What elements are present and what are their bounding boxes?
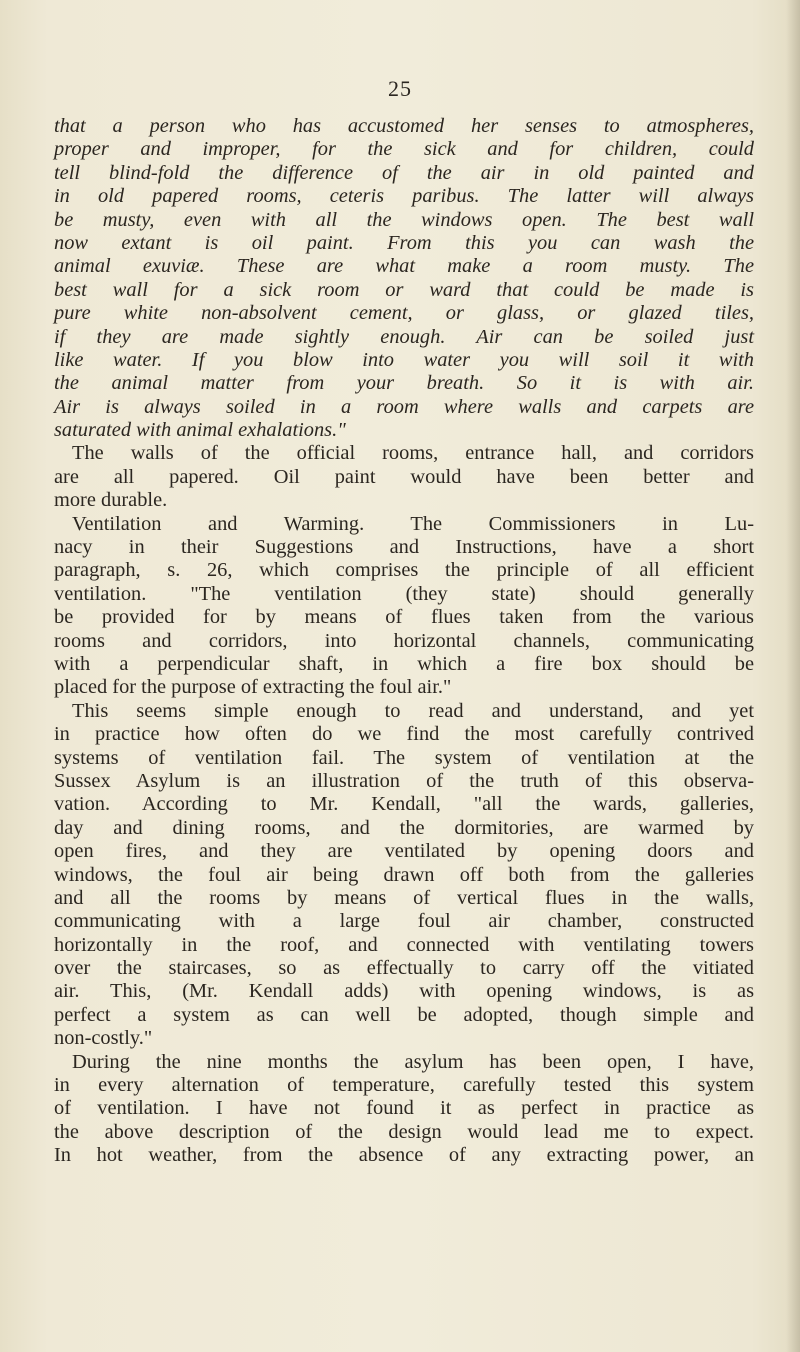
text-line: are all papered. Oil paint would have been better and bbox=[54, 465, 754, 488]
text-line: saturated with animal exhalations." bbox=[54, 419, 346, 442]
text-line: placed for the purpose of extracting the foul air." bbox=[54, 676, 452, 699]
text-line: best wall for a sick room or ward that could be made is bbox=[54, 278, 754, 301]
text-line: vation. According to Mr. Kendall, "all the wards, galleries, bbox=[54, 793, 754, 816]
text-line: horizontally in the roof, and connected with ventilating towers bbox=[54, 933, 754, 956]
text-line: over the staircases, so as effectually to carry off the vitiated bbox=[54, 957, 754, 980]
text-line: animal exuviæ. These are what make a room musty. The bbox=[54, 255, 754, 278]
text-line: the above description of the design would lead me to expect. bbox=[54, 1120, 754, 1143]
text-line: that a person who has accustomed her senses to atmospheres, bbox=[54, 115, 754, 137]
text-line: systems of ventilation fail. The system of ventilation at the bbox=[54, 746, 754, 769]
text-line: be provided for by means of flues taken from the various bbox=[54, 606, 754, 629]
text-line: open fires, and they are ventilated by opening doors and bbox=[54, 840, 754, 863]
text-line: non-costly." bbox=[54, 1027, 153, 1050]
text-line: like water. If you blow into water you will soil it with bbox=[54, 348, 754, 371]
text-line: nacy in their Suggestions and Instructions, have a short bbox=[54, 536, 754, 559]
text-line: pure white non-absolvent cement, or glass, or glazed tiles, bbox=[54, 302, 754, 325]
text-line: tell blind-fold the difference of the air in old painted and bbox=[54, 161, 754, 184]
text-line: in old papered rooms, ceteris paribus. The latter will always bbox=[54, 185, 754, 208]
page-number: 25 bbox=[388, 76, 412, 101]
text-line: This seems simple enough to read and understand, and yet bbox=[72, 699, 754, 722]
page-edge-shadow bbox=[786, 0, 800, 1352]
text-line: During the nine months the asylum has been open, I have, bbox=[72, 1050, 754, 1073]
text-line: day and dining rooms, and the dormitories, are warmed by bbox=[54, 816, 754, 839]
body-text bbox=[54, 115, 754, 1168]
text-line: and all the rooms by means of vertical flues in the walls, bbox=[54, 886, 754, 909]
text-line: be musty, even with all the windows open. The best wall bbox=[54, 208, 754, 231]
text-line: paragraph, s. 26, which comprises the principle of all efficient bbox=[54, 559, 754, 582]
text-line: Sussex Asylum is an illustration of the truth of this observa- bbox=[54, 769, 754, 792]
text-line: if they are made sightly enough. Air can be soiled just bbox=[54, 325, 754, 348]
text-line: The walls of the official rooms, entrance hall, and corridors bbox=[72, 442, 754, 465]
text-line: windows, the foul air being drawn off both from the galleries bbox=[54, 863, 754, 886]
text-line: In hot weather, from the absence of any extracting power, an bbox=[54, 1144, 754, 1167]
text-line: with a perpendicular shaft, in which a fire box should be bbox=[54, 652, 754, 675]
text-line: proper and improper, for the sick and for children, could bbox=[54, 138, 754, 161]
text-line: now extant is oil paint. From this you can wash the bbox=[54, 231, 754, 254]
text-line: air. This, (Mr. Kendall adds) with opening windows, is as bbox=[54, 980, 754, 1003]
text-line: perfect a system as can well be adopted, though simple and bbox=[54, 1003, 754, 1026]
text-line: in practice how often do we find the most carefully contrived bbox=[54, 723, 754, 746]
text-line: communicating with a large foul air chamber, constructed bbox=[54, 910, 754, 933]
text-line: of ventilation. I have not found it as perfect in practice as bbox=[54, 1097, 754, 1120]
text-line: ventilation. "The ventilation (they state) should generally bbox=[54, 582, 754, 605]
text-line: in every alternation of temperature, carefully tested this system bbox=[54, 1074, 754, 1097]
text-line: Air is always soiled in a room where walls and carpets are bbox=[54, 395, 754, 418]
text-line: more durable. bbox=[54, 489, 168, 512]
text-line: rooms and corridors, into horizontal channels, communicating bbox=[54, 629, 754, 652]
text-line: Ventilation and Warming. The Commissioners in Lu- bbox=[72, 512, 754, 535]
text-line: the animal matter from your breath. So it is with air. bbox=[54, 372, 754, 395]
